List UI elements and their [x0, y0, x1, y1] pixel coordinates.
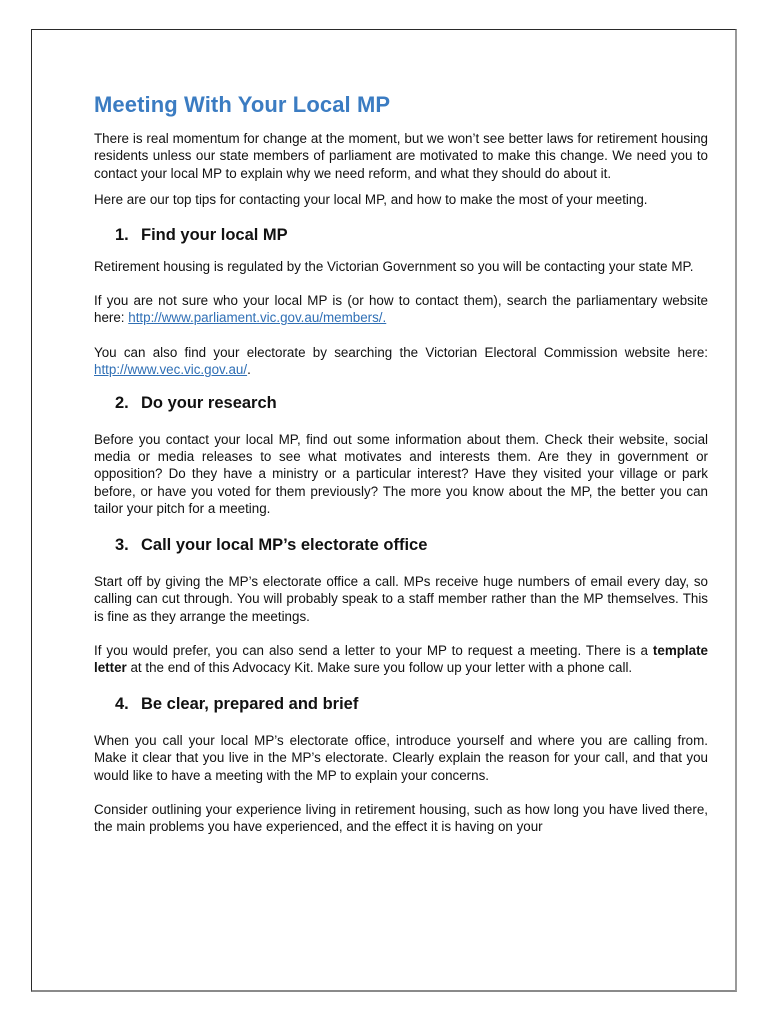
section-3-paragraph-1: Start off by giving the MP’s electorate office a call. MPs receive huge numbers of email every day, so calling can cut through. You will probably speak to a staff member rather than the MP themselves. This is fine as they arrange the meetings.: [94, 573, 708, 624]
page-title: Meeting With Your Local MP: [94, 92, 391, 117]
template-letter-bold: template letter: [94, 642, 708, 676]
page-content: [94, 92, 708, 836]
section-title: Be clear, prepared and brief: [141, 694, 359, 713]
section-3-paragraph-2: [94, 642, 708, 677]
section-2-paragraph-1: Before you contact your local MP, find out some information about them. Check their website, social media or media releases to see what motivates and interests them. Are they in government or opposition? Do they have a ministry or a particular interest? Have they visited your village or park before, or have you voted for them previously? The more you know about the MP, the better you can tailor your pitch for a meeting.: [94, 431, 708, 517]
parliament-members-link[interactable]: http://www.parliament.vic.gov.au/members/.: [128, 310, 387, 326]
section-1-paragraph-2: [94, 292, 708, 327]
section-number: 1.: [115, 225, 129, 244]
section-number: 3.: [115, 535, 129, 554]
document-page: [31, 29, 737, 992]
section-2-heading: [94, 393, 708, 413]
paragraph-text: at the end of this Advocacy Kit. Make sure you follow up your letter with a phone call.: [126, 660, 633, 676]
section-number: 4.: [115, 694, 129, 713]
section-4-paragraph-1: When you call your local MP’s electorate office, introduce yourself and where you are calling from. Make it clear that you live in the MP’s electorate. Clearly explain the reason for your call, and that you would like to have a meeting with the MP to explain your concerns.: [94, 732, 708, 783]
section-4-paragraph-2: Consider outlining your experience living in retirement housing, such as how long you have lived there, the main problems you have experienced, and the effect it is having on your: [94, 801, 708, 835]
section-1-heading: [94, 225, 708, 245]
section-title: Call your local MP’s electorate office: [141, 535, 428, 554]
paragraph-text: You can also find your electorate by searching the Victorian Electoral Commission website here:: [94, 344, 708, 360]
section-3-heading: [94, 535, 708, 555]
paragraph-text: .: [247, 362, 251, 378]
intro-paragraph-1: There is real momentum for change at the moment, but we won’t see better laws for retirement housing residents unless our state members of parliament are motivated to make this change. We need you to contact your local MP to explain why we need reform, and what they should do about it.: [94, 131, 708, 181]
section-1-paragraph-1: Retirement housing is regulated by the Victorian Government so you will be contacting your state MP.: [94, 258, 694, 274]
section-number: 2.: [115, 393, 129, 412]
paragraph-text: If you would prefer, you can also send a letter to your MP to request a meeting. There is a: [94, 642, 653, 658]
intro-paragraph-2: Here are our top tips for contacting your local MP, and how to make the most of your meeting.: [94, 192, 648, 208]
section-4-heading: [94, 694, 708, 714]
section-title: Do your research: [141, 393, 277, 412]
section-title: Find your local MP: [141, 225, 288, 244]
vec-website-link[interactable]: http://www.vec.vic.gov.au/: [94, 362, 248, 378]
section-1-paragraph-3: [94, 344, 708, 379]
paragraph-text: If you are not sure who your local MP is (or how to contact them), search the parliamentary website here:: [94, 293, 708, 326]
